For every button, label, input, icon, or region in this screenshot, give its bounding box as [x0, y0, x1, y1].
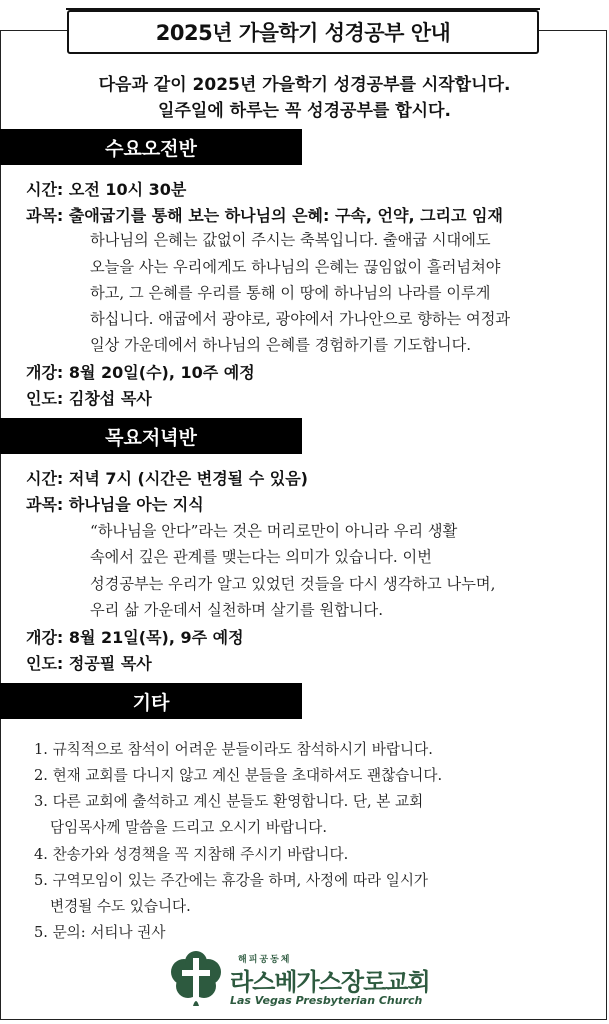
section-header-wednesday: 수요오전반 [0, 129, 302, 165]
wednesday-opening: 개강: 8월 20일(수), 10주 예정 [26, 363, 255, 382]
section-header-thursday: 목요저녁반 [0, 418, 302, 454]
wednesday-desc-line: 하고, 그 은혜를 우리를 통해 이 땅에 하나님의 나라를 이루게 [90, 284, 491, 302]
misc-item: 2. 현재 교회를 다니지 않고 계신 분들을 초대하셔도 괜찮습니다. [34, 767, 443, 784]
misc-item: 변경될 수도 있습니다. [50, 898, 191, 915]
misc-item: 5. 문의: 서티나 권사 [34, 924, 166, 941]
logo-name-korean: 라스베가스장로교회 [230, 968, 430, 996]
thursday-subject: 과목: 하나님을 아는 지식 [26, 495, 204, 514]
wednesday-subject: 과목: 출애굽기를 통해 보는 하나님의 은혜: 구속, 언약, 그리고 임재 [26, 206, 503, 225]
wednesday-desc-line: 하십니다. 애굽에서 광야로, 광야에서 가나안으로 향하는 여정과 [90, 310, 511, 328]
top-rule [66, 0, 540, 10]
thursday-desc-line: 우리 삶 가운데서 실천하며 살기를 원합니다. [90, 601, 384, 619]
section-header-misc: 기타 [0, 683, 302, 719]
thursday-leader: 인도: 정공필 목사 [26, 654, 152, 673]
thursday-desc-line: 성경공부는 우리가 알고 있었던 것들을 다시 생각하고 나누며, [90, 575, 496, 593]
wednesday-leader: 인도: 김창섭 목사 [26, 389, 152, 408]
thursday-desc-line: “하나님을 안다”라는 것은 머리로만이 아니라 우리 생활 [90, 522, 458, 540]
page-title: 2025년 가을학기 성경공부 안내 [67, 10, 539, 54]
wednesday-desc-line: 일상 가운데에서 하나님의 은혜를 경험하기를 기도합니다. [90, 336, 472, 354]
intro-line-2: 일주일에 하루는 꼭 성경공부를 합시다. [158, 101, 451, 121]
misc-item: 3. 다른 교회에 출석하고 계신 분들도 환영합니다. 단, 본 교회 [34, 793, 424, 810]
misc-item: 4. 찬송가와 성경책을 꼭 지참해 주시기 바랍니다. [34, 846, 349, 863]
misc-item: 5. 구역모임이 있는 주간에는 휴강을 하며, 사정에 따라 일시가 [34, 872, 429, 889]
church-logo [168, 950, 448, 1020]
wednesday-time: 시간: 오전 10시 30분 [26, 180, 187, 199]
intro-line-1: 다음과 같이 2025년 가을학기 성경공부를 시작합니다. [98, 75, 511, 95]
logo-name-english: Las Vegas Presbyterian Church [230, 994, 423, 1007]
misc-item: 1. 규칙적으로 참석이 어려운 분들이라도 참석하시기 바랍니다. [34, 741, 433, 758]
thursday-time: 시간: 저녁 7시 (시간은 변경될 수 있음) [26, 469, 308, 488]
misc-item: 담임목사께 말씀을 드리고 오시기 바랍니다. [50, 819, 327, 836]
logo-tagline: 해피공동체 [238, 955, 292, 965]
thursday-desc-line: 속에서 깊은 관계를 맺는다는 의미가 있습니다. 이번 [90, 548, 432, 566]
wednesday-desc-line: 오늘을 사는 우리에게도 하나님의 은혜는 끊임없이 흘러넘쳐야 [90, 258, 501, 276]
wednesday-desc-line: 하나님의 은혜는 값없이 주시는 축복입니다. 출애굽 시대에도 [90, 231, 491, 249]
cross-tree-icon [168, 950, 224, 1010]
thursday-opening: 개강: 8월 21일(목), 9주 예정 [26, 628, 244, 647]
